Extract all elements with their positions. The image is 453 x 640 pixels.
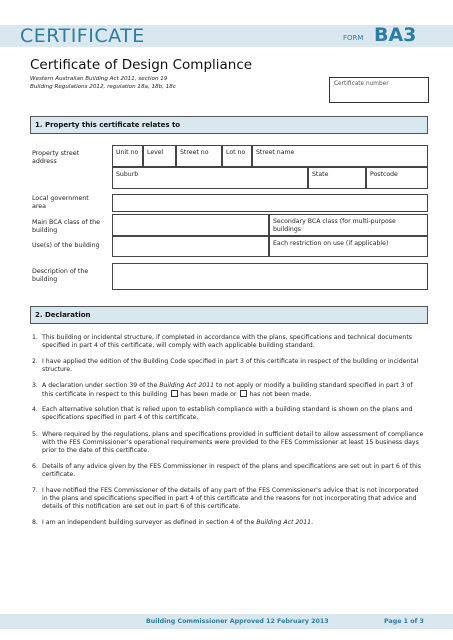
section-2-heading: 2. Declaration bbox=[35, 311, 91, 319]
state-label: State bbox=[312, 171, 329, 178]
declaration-item bbox=[32, 519, 424, 527]
lot-no-label: Lot no bbox=[226, 149, 246, 156]
section-1-heading-bar bbox=[30, 116, 428, 134]
main-bca-class-label: Main BCA class of the building bbox=[32, 219, 100, 234]
postcode-label: Postcode bbox=[370, 171, 398, 178]
declaration-item-number: 7. bbox=[32, 487, 38, 494]
declaration-item-number: 5. bbox=[32, 431, 38, 438]
declaration-item-number: 3. bbox=[32, 382, 38, 389]
street-name-field[interactable] bbox=[252, 145, 428, 167]
declaration-item-text bbox=[42, 519, 424, 527]
local-government-area-field[interactable] bbox=[112, 194, 428, 212]
lot-no-field[interactable] bbox=[222, 145, 252, 167]
act-reference: Western Australian Building Act 2011, section 19 bbox=[30, 76, 168, 82]
declaration-item bbox=[32, 358, 424, 374]
declaration-text-part: A declaration under section 39 of the bbox=[42, 382, 160, 389]
page-number: Page 1 of 3 bbox=[384, 618, 424, 625]
property-street-address-label: Property street address bbox=[32, 150, 80, 165]
declaration-item-number: 4. bbox=[32, 406, 38, 413]
act-title-italic: Building Act 2011 bbox=[256, 519, 312, 526]
main-bca-class-field[interactable] bbox=[112, 214, 269, 236]
uses-of-building-field[interactable] bbox=[112, 236, 269, 257]
local-government-area-label: Local government area bbox=[32, 195, 89, 210]
certificate-heading: CERTIFICATE bbox=[20, 25, 145, 47]
has-not-been-made-label: has not been made. bbox=[249, 391, 312, 399]
declaration-item-text bbox=[42, 382, 424, 399]
secondary-bca-class-field[interactable] bbox=[269, 214, 428, 236]
document-title: Certificate of Design Compliance bbox=[30, 57, 253, 73]
declaration-item-number: 8. bbox=[32, 519, 38, 526]
street-no-label: Street no bbox=[180, 149, 209, 156]
unit-no-label: Unit no bbox=[116, 149, 139, 156]
has-not-been-made-checkbox[interactable] bbox=[240, 390, 247, 397]
declaration-item bbox=[32, 431, 424, 456]
act-title-italic: Building Act 2011 bbox=[159, 382, 215, 389]
form-code: BA3 bbox=[374, 24, 417, 46]
has-been-made-label: has been made or bbox=[180, 391, 239, 399]
declaration-item bbox=[32, 382, 424, 399]
street-no-field[interactable] bbox=[176, 145, 222, 167]
section-2-heading-bar bbox=[30, 306, 428, 324]
declaration-text-part: I am an independent building surveyor as defined in section 4 of the bbox=[42, 519, 257, 526]
declaration-item bbox=[32, 487, 424, 512]
uses-of-building-label: Use(s) of the building bbox=[32, 242, 100, 249]
declaration-item bbox=[32, 406, 424, 422]
suburb-label: Suburb bbox=[116, 171, 139, 178]
has-been-made-checkbox[interactable] bbox=[171, 390, 178, 397]
declaration-item-text: I have applied the edition of the Building Code specified in part 3 of this certificate in respect of the building or incidental structure. bbox=[42, 358, 419, 374]
regulations-reference: Building Regulations 2012, regulation 18a, 18b, 18c bbox=[30, 84, 176, 90]
section-1-heading: 1. Property this certificate relates to bbox=[35, 121, 181, 129]
declaration-item-text: This building or incidental structure, if completed in accordance with the plans, specifications and technical documents specified in part 4 of this certificate, will comply with each applicable building standard. bbox=[42, 334, 412, 350]
declaration-item-text: Where required by the regulations, plans and specifications provided in sufficient detail to allow assessment of compliance with the FES Commissioner’s operational requirements were provided to the FES Commissioner at least 15 business days prior to the date of this certificate. bbox=[42, 431, 424, 455]
certificate-number-label: Certificate number bbox=[334, 81, 389, 87]
level-label: Level bbox=[147, 149, 164, 156]
form-label: FORM bbox=[343, 34, 364, 42]
certificate-number-field[interactable] bbox=[329, 77, 429, 103]
declaration-text-part: . bbox=[311, 519, 314, 526]
restriction-on-use-field[interactable] bbox=[269, 236, 428, 257]
description-of-building-label: Description of the building bbox=[32, 268, 89, 283]
suburb-field[interactable] bbox=[112, 167, 308, 189]
description-of-building-field[interactable] bbox=[112, 263, 428, 290]
secondary-bca-class-label: Secondary BCA class (for multi-purpose buildings bbox=[273, 218, 396, 233]
declaration-item bbox=[32, 334, 424, 350]
state-field[interactable] bbox=[308, 167, 366, 189]
restriction-on-use-label: Each restriction on use (if applicable) bbox=[273, 240, 389, 247]
level-field[interactable] bbox=[143, 145, 176, 167]
approval-note: Building Commissioner Approved 12 February 2013 bbox=[146, 618, 329, 625]
unit-no-field[interactable] bbox=[112, 145, 143, 167]
declaration-item bbox=[32, 463, 424, 479]
declaration-item-text: Details of any advice given by the FES Commissioner in respect of the plans and specifications are set out in part 6 of this certificate. bbox=[42, 463, 421, 479]
declaration-item-text: I have notified the FES Commissioner of the details of any part of the FES Commissioner’s advice that is not incorporated in the plans and specifications specified in part 4 of this certificate and the reasons for not incorporating that advice and details of this notification are set out in part 6 of this certificate. bbox=[42, 487, 419, 511]
declaration-item-number: 6. bbox=[32, 463, 38, 470]
declaration-text-part: to not apply or modify a building standard specified in part 3 of this certificate in respect to this building bbox=[42, 382, 413, 399]
declaration-item-number: 1. bbox=[32, 334, 38, 341]
postcode-field[interactable] bbox=[366, 167, 428, 189]
declaration-item-number: 2. bbox=[32, 358, 38, 365]
declaration-item-text: Each alternative solution that is relied upon to establish compliance with a building standard is shown on the plans and specifications specified in part 4 of this certificate. bbox=[42, 406, 413, 422]
street-name-label: Street name bbox=[256, 149, 295, 156]
